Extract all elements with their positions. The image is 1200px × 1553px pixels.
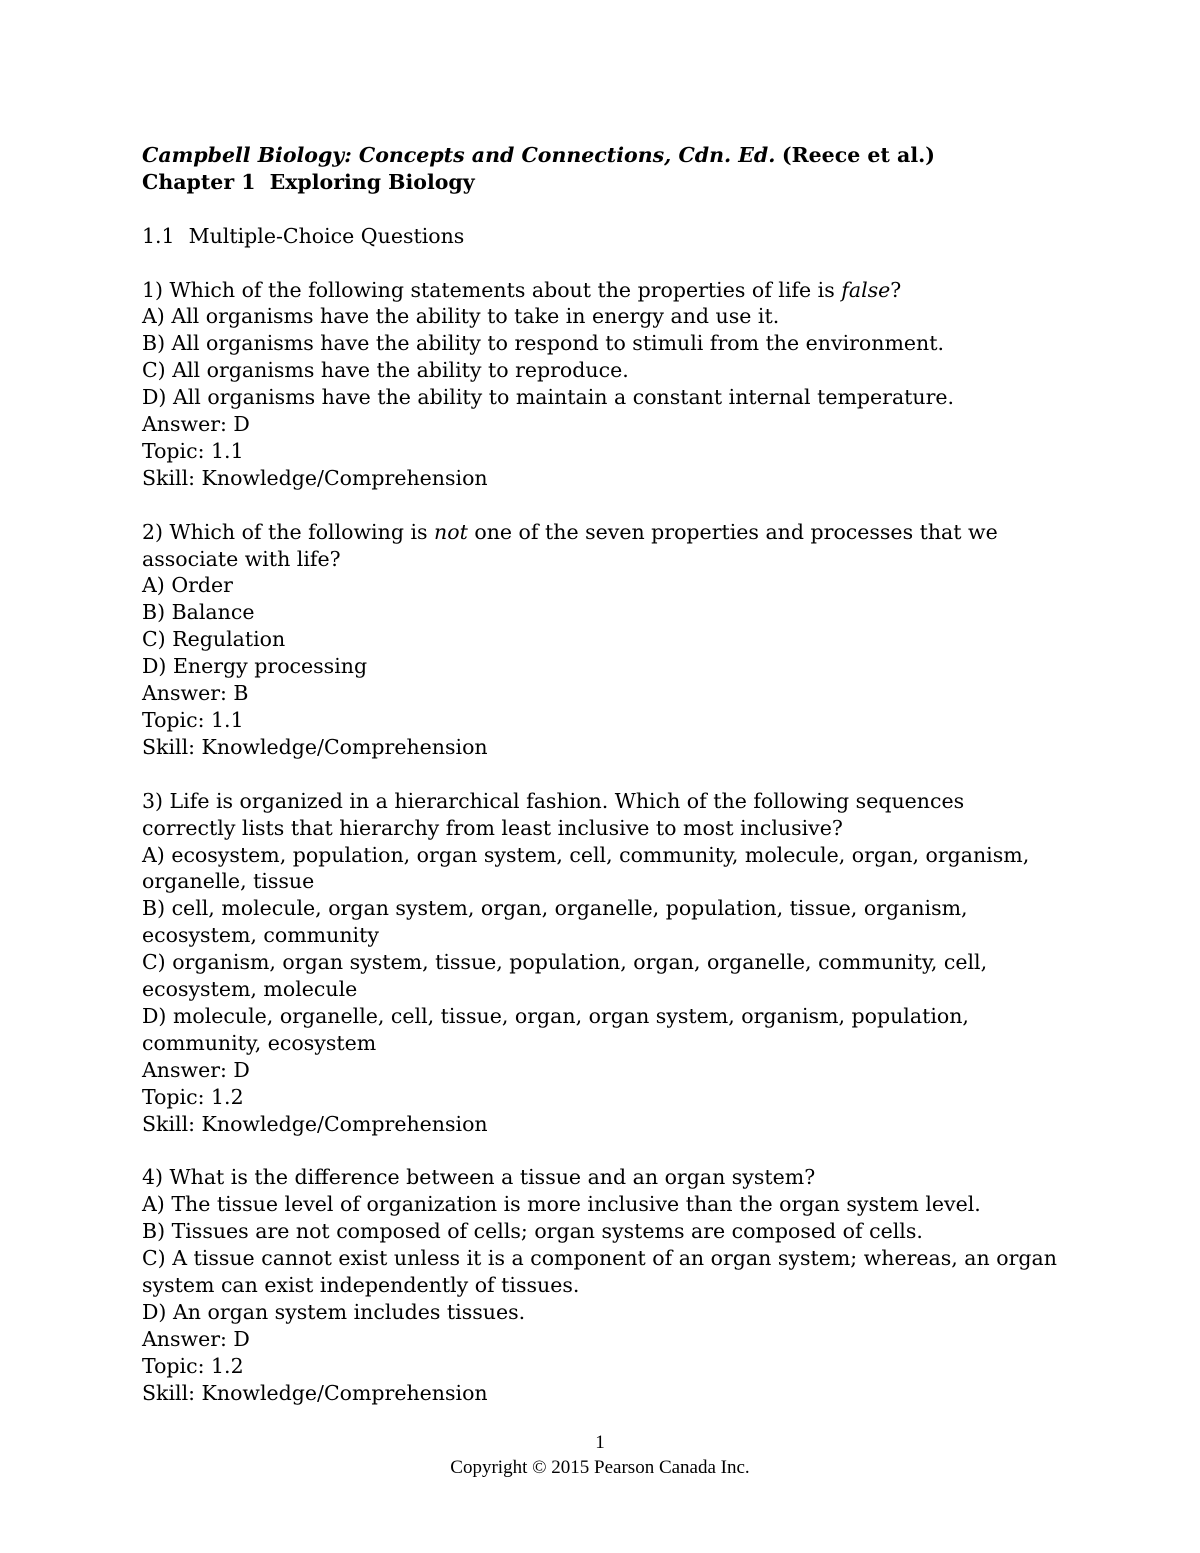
answer: Answer: B [142, 681, 249, 706]
stem-text-end: ? [890, 277, 902, 302]
stem-emphasis: not [434, 519, 468, 544]
option-c: C) A tissue cannot exist unless it is a component of an organ system; whereas, an organ system can exist independently of tissues. [142, 1246, 1057, 1297]
answer: Answer: D [142, 1057, 250, 1082]
answer: Answer: D [142, 1326, 250, 1351]
topic: Topic: 1.1 [142, 707, 244, 732]
skill: Skill: Knowledge/Comprehension [142, 734, 488, 759]
question-2 [142, 519, 1062, 761]
question-3 [142, 788, 1062, 1138]
skill: Skill: Knowledge/Comprehension [142, 465, 488, 490]
option-d: D) An organ system includes tissues. [142, 1299, 526, 1324]
question-stem: 4) What is the difference between a tissue and an organ system? [142, 1165, 816, 1190]
option-d: D) All organisms have the ability to maintain a constant internal temperature. [142, 385, 955, 410]
page-number: 1 [595, 1432, 605, 1453]
question-stem [142, 519, 1062, 573]
option-b: B) Tissues are not composed of cells; organ systems are composed of cells. [142, 1219, 923, 1244]
spacer [142, 761, 1062, 788]
question-stem [142, 277, 1062, 304]
question-stem: 3) Life is organized in a hierarchical fashion. Which of the following sequences correctly lists that hierarchy from least inclusive to most inclusive? [142, 788, 965, 840]
spacer [142, 492, 1062, 519]
topic: Topic: 1.2 [142, 1353, 244, 1378]
option-c: C) All organisms have the ability to reproduce. [142, 358, 629, 383]
option-b: B) cell, molecule, organ system, organ, organelle, population, tissue, organism, ecosystem, community [142, 896, 968, 948]
option-b: B) Balance [142, 600, 255, 625]
stem-text-end: one of the seven properties and processes that we associate with life? [142, 519, 998, 571]
topic: Topic: 1.1 [142, 438, 244, 463]
option-d: D) Energy processing [142, 654, 368, 679]
topic: Topic: 1.2 [142, 1084, 244, 1109]
question-4 [142, 1164, 1062, 1406]
copyright-notice: Copyright © 2015 Pearson Canada Inc. [450, 1457, 750, 1478]
book-header-line [142, 142, 1062, 169]
stem-text: 2) Which of the following is [142, 519, 435, 544]
answer: Answer: D [142, 412, 250, 437]
section-title: Multiple-Choice Questions [188, 223, 465, 248]
chapter-number: Chapter 1 [142, 169, 256, 194]
section-heading [142, 223, 1062, 250]
chapter-header-line [142, 169, 1062, 196]
page-content [142, 142, 1062, 1407]
spacer [142, 250, 1062, 277]
skill: Skill: Knowledge/Comprehension [142, 1380, 488, 1405]
option-a: A) Order [142, 573, 233, 598]
option-c: C) Regulation [142, 627, 286, 652]
spacer [142, 196, 1062, 223]
option-a: A) All organisms have the ability to take in energy and use it. [142, 304, 780, 329]
option-d: D) molecule, organelle, cell, tissue, organ, organ system, organism, population, community, ecosystem [142, 1003, 969, 1055]
spacer [142, 1137, 1062, 1164]
skill: Skill: Knowledge/Comprehension [142, 1111, 488, 1136]
stem-emphasis: false [841, 277, 891, 302]
section-number: 1.1 [142, 223, 175, 248]
option-a: A) ecosystem, population, organ system, cell, community, molecule, organ, organism, organelle, tissue [142, 842, 1030, 894]
question-1 [142, 277, 1062, 492]
book-title: Campbell Biology: Concepts and Connections, Cdn. Ed. [142, 143, 776, 167]
option-b: B) All organisms have the ability to respond to stimuli from the environment. [142, 331, 945, 356]
option-c: C) organism, organ system, tissue, population, organ, organelle, community, cell, ecosystem, molecule [142, 950, 988, 1002]
book-authors: (Reece et al.) [781, 143, 935, 167]
chapter-title: Exploring Biology [269, 169, 475, 194]
option-a: A) The tissue level of organization is more inclusive than the organ system level. [142, 1192, 981, 1217]
stem-text: 1) Which of the following statements about the properties of life is [142, 277, 842, 302]
